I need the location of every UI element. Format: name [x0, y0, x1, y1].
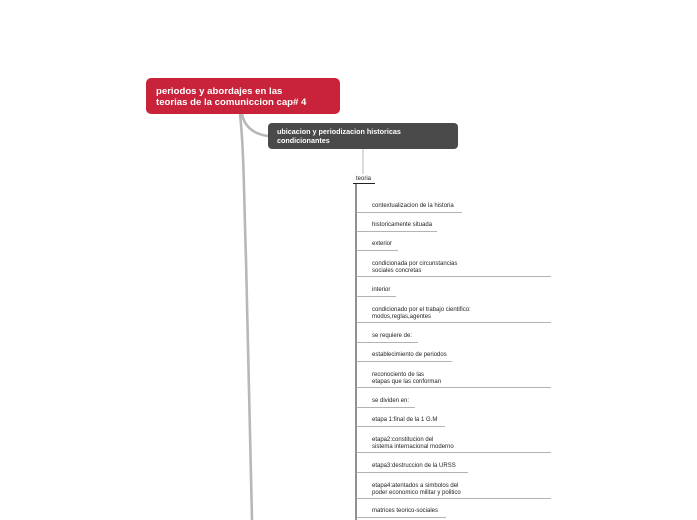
leaf-topic[interactable] [372, 307, 471, 321]
leaf-topic-line-2: poder economico militar y politico [372, 490, 461, 496]
leaf-topic[interactable] [372, 203, 454, 210]
leaf-topic[interactable] [372, 508, 438, 515]
leaf-topic[interactable] [372, 417, 437, 424]
leaf-topic[interactable] [372, 483, 461, 497]
leaf-topic-line-2: sociales concretas [372, 268, 422, 274]
leaf-topic[interactable] [372, 463, 456, 470]
central-topic-line-1: periodos y abordajes en las [156, 86, 283, 97]
leaf-topic-line-1: establecimiento de periodos [372, 352, 447, 358]
leaf-topic-line-1: condicionado por el trabajo cientifico: [372, 307, 471, 313]
leaf-topic-line-1: etapa3:destruccion de la URSS [372, 463, 456, 469]
central-topic-line-2: teorias de la comuniccion cap# 4 [156, 97, 307, 108]
subtopic-theory-label: teoria [356, 176, 372, 182]
leaf-topic-line-1: reconociento de las [372, 372, 425, 378]
leaf-topic-line-1: contextualizacion de la historia [372, 203, 454, 209]
leaf-topic-line-1: interior [372, 287, 391, 293]
leaf-topic-line-2: modos,reglas,agentes [372, 314, 432, 320]
leaf-topic[interactable] [372, 222, 432, 229]
central-topic-node[interactable] [146, 78, 340, 114]
leaf-topic-line-1: historicamente situada [372, 222, 433, 228]
leaf-topic[interactable] [372, 437, 454, 451]
leaf-topic[interactable] [372, 398, 409, 405]
leaf-topic[interactable] [372, 372, 441, 386]
leaf-topic-line-2: sistema internacional moderno [372, 444, 454, 450]
main-topic-node[interactable] [268, 123, 458, 149]
subtopic-theory[interactable] [356, 176, 371, 183]
leaf-topic-line-1: etapa4:atentados a simbolos del [372, 483, 459, 489]
root-to-topic-connector [242, 114, 268, 136]
leaf-topic-line-1: matrices teorico-sociales [372, 508, 439, 514]
leaf-topic-line-1: se requiere de: [372, 333, 413, 339]
leaf-topic-line-2: etapas que las conforman [372, 379, 442, 385]
leaf-topic-line-1: condicionada por circunstancias [372, 261, 458, 267]
leaf-topic-line-1: exterior [372, 241, 393, 247]
leaf-topic[interactable] [372, 261, 457, 275]
leaf-topic[interactable] [372, 352, 447, 359]
leaf-topic-line-1: se dividen en: [372, 398, 410, 404]
leaf-topic-line-1: etapa 1:final de la 1 G.M [372, 417, 438, 423]
leaf-topic-line-1: etapa2:constitucion del [372, 437, 434, 443]
leaf-topic[interactable] [372, 241, 392, 248]
main-topic-line-1: ubicacion y periodizacion historicas [277, 127, 401, 136]
leaf-topic[interactable] [372, 333, 412, 340]
main-topic-line-2: condicionantes [277, 135, 330, 145]
leaf-topic[interactable] [372, 287, 390, 294]
root-trunk-connector [240, 114, 252, 520]
